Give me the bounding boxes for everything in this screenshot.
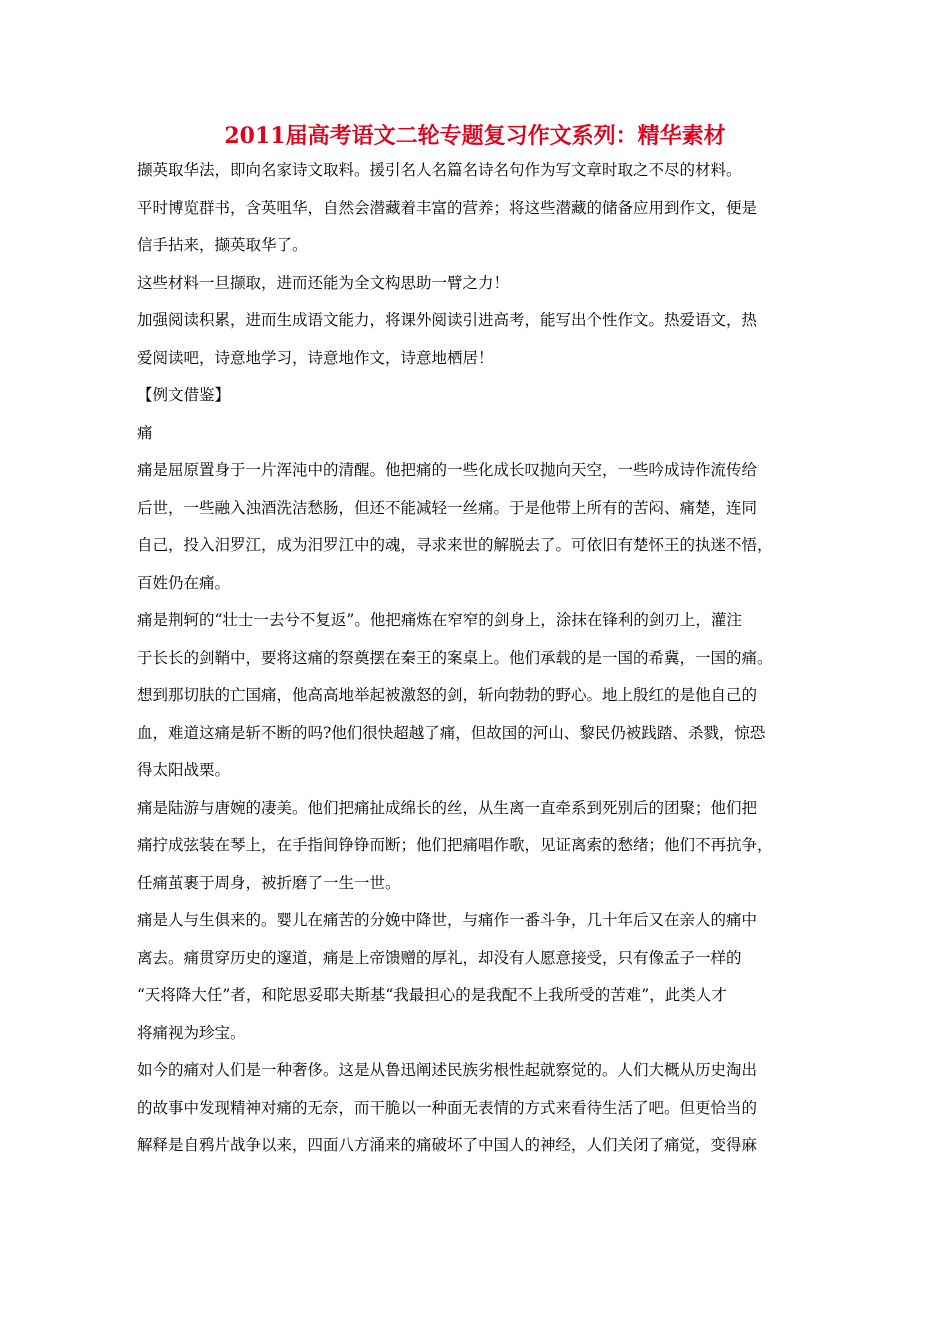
text-line: 得太阳战栗。 — [137, 761, 231, 779]
text-line: “天将降大任”者，和陀思妥耶夫斯基“我最担心的是我配不上我所受的苦难”，此类人才 — [137, 986, 727, 1004]
text-line: 离去。痛贯穿历史的邃道，痛是上帝馈赠的厚礼，却没有人愿意接受，只有像孟子一样的 — [137, 948, 742, 967]
text-line: 痛是屈原置身于一片浑沌中的清醒。他把痛的一些化成长叹抛向天空，一些吟成诗作流传给 — [137, 461, 758, 479]
text-line: 于长长的剑鞘中，要将这痛的祭奠摆在秦王的案桌上。他们承载的是一国的希冀，一国的痛。 — [137, 648, 773, 667]
text-line: 血，难道这痛是斩不断的吗?他们很快超越了痛，但故国的河山、黎民仍被践踏、杀戮，惊恐 — [137, 723, 766, 742]
text-line: 爱阅读吧，诗意地学习，诗意地作文，诗意地栖居！ — [137, 348, 494, 367]
text-line: 加强阅读积累，进而生成语文能力，将课外阅读引进高考，能写出个性作文。热爱语文，热 — [137, 311, 758, 329]
text-line: 痛是人与生俱来的。婴儿在痛苦的分娩中降世，与痛作一番斗争，几十年后又在亲人的痛中 — [137, 911, 758, 929]
text-line: 痛 — [137, 423, 153, 442]
text-line: 如今的痛对人们是一种奢侈。这是从鲁迅阐述民族劣根性起就察觉的。人们大概从历史淘出 — [137, 1061, 758, 1079]
text-line: 自己，投入汨罗江，成为汨罗江中的魂，寻求来世的解脱去了。可依旧有楚怀王的执迷不悟， — [137, 536, 773, 554]
text-line: 百姓仍在痛。 — [137, 573, 231, 592]
text-line: 的故事中发现精神对痛的无奈，而干脆以一种面无表情的方式来看待生活了吧。但更恰当的 — [137, 1098, 758, 1117]
text-line: 后世，一些融入浊酒洗洁愁肠，但还不能减轻一丝痛。于是他带上所有的苦闷、痛楚，连同 — [137, 498, 758, 517]
text-line: 想到那切肤的亡国痛，他高高地举起被激怒的剑，斩向勃勃的野心。地上殷红的是他自己的 — [137, 686, 758, 704]
text-line: 痛拧成弦装在琴上，在手指间铮铮而断；他们把痛唱作歌，见证离索的愁绪；他们不再抗争， — [137, 836, 773, 854]
document-body — [137, 152, 817, 1165]
text-line: 痛是荆轲的“壮士一去兮不复返”。他把痛炼在窄窄的剑身上，涂抹在锋利的剑刃上，灌注 — [137, 611, 742, 629]
text-line: 任痛茧裹于周身，被折磨了一生一世。 — [137, 873, 401, 892]
document-title: 2011届高考语文二轮专题复习作文系列：精华素材 — [224, 123, 726, 149]
text-line: 这些材料一旦撷取，进而还能为全文构思助一臂之力！ — [137, 273, 510, 292]
text-line: 痛是陆游与唐婉的凄美。他们把痛扯成绵长的丝，从生离一直牵系到死别后的团聚；他们把 — [137, 798, 758, 817]
text-line: 【例文借鉴】 — [137, 386, 231, 404]
text-line: 撷英取华法，即向名家诗文取料。援引名人名篇名诗名句作为写文章时取之不尽的材料。 — [137, 161, 742, 179]
text-line: 将痛视为珍宝。 — [137, 1023, 246, 1042]
text-line: 信手拈来，撷英取华了。 — [137, 236, 308, 254]
text-line: 解释是自鸦片战争以来，四面八方涌来的痛破坏了中国人的神经，人们关闭了痛觉，变得麻 — [137, 1136, 758, 1154]
text-line: 平时博览群书，含英咀华，自然会潜藏着丰富的营养；将这些潜藏的储备应用到作文，便是 — [137, 198, 758, 217]
